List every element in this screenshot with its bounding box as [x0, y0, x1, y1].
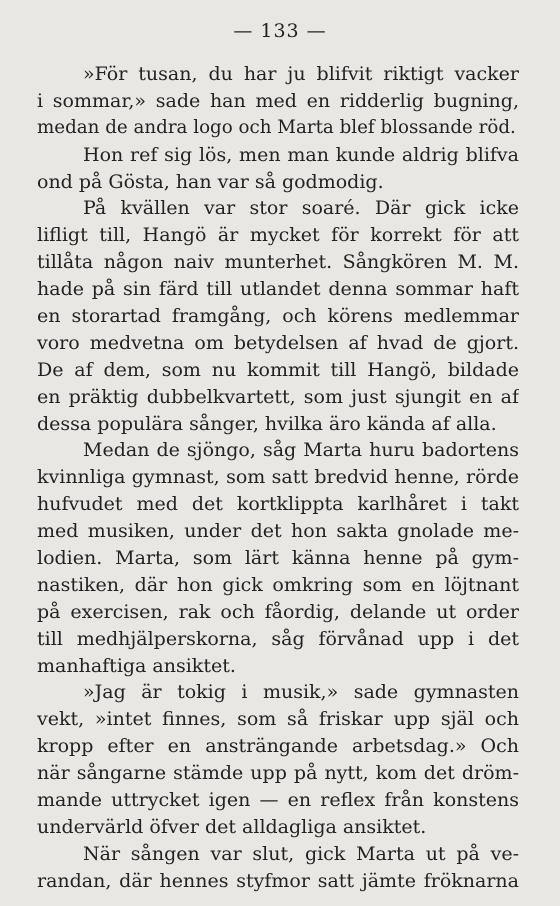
text-line: medan de andra logo och Marta blef blossande röd. [37, 116, 516, 138]
text-line: När sången var slut, gick Marta ut på ve- [83, 842, 519, 865]
text-line: lifligt till, Hangö är mycket för korrekt för att [37, 224, 519, 247]
text-line: i sommar,» sade han med en ridderlig bugning, [37, 89, 519, 112]
text-line: manhaftiga ansiktet. [37, 654, 236, 677]
text-line: »För tusan, du har ju blifvit riktigt vacker [83, 63, 519, 85]
text-line: Medan de sjöngo, såg Marta huru badortens [83, 439, 519, 462]
text-line: nastiken, där hon gick omkring som en löjtnant [37, 573, 519, 596]
text-line: på exercisen, rak och fåordig, delande ut order [37, 600, 519, 623]
page-number: — 133 — [233, 20, 327, 42]
text-line: lodien. Marta, som lärt känna henne på gym- [37, 547, 519, 570]
text-line: ond på Gösta, han var så godmodig. [37, 170, 384, 193]
text-line: en präktig dubbelkvartett, som just sjungit en af [37, 385, 519, 408]
text-line: voro medvetna om betydelsen af hvad de gjort. [37, 331, 519, 354]
text-line: hufvudet med det kortklippta karlhåret i takt [37, 493, 519, 516]
text-line: till medhjälperskorna, såg förvånad upp i det [37, 627, 519, 650]
text-line: dessa populära sånger, hvilka äro kända af alla. [37, 412, 497, 435]
text-line: De af dem, som nu kommit till Hangö, bildade [37, 358, 519, 381]
text-line: en storartad framgång, och körens medlemmar [37, 305, 519, 328]
text-line: Hon ref sig lös, men man kunde aldrig blifva [83, 143, 519, 166]
text-line: vekt, »intet finnes, som så friskar upp själ och [37, 708, 519, 731]
text-line: kvinnliga gymnast, som satt bredvid henne, rörde [37, 466, 519, 489]
body-text [37, 61, 519, 895]
text-line: På kvällen var stor soaré. Där gick icke [83, 197, 519, 220]
text-line: mande uttrycket igen — en reflex från konstens [37, 789, 519, 812]
text-line: kropp efter en ansträngande arbetsdag.» Och [37, 735, 519, 758]
text-line: tillåta någon naiv munterhet. Sångkören M. M. [37, 251, 519, 274]
text-line: randan, där hennes styfmor satt jämte fröknarna [37, 869, 519, 892]
text-line: hade på sin färd till utlandet denna sommar haft [37, 278, 519, 301]
text-line: när sångarne stämde upp på nytt, kom det dröm- [37, 762, 519, 785]
text-line: »Jag är tokig i musik,» sade gymnasten [83, 681, 519, 704]
text-line: undervärld öfver det alldagliga ansiktet. [37, 815, 427, 838]
text-line: med musiken, under det hon sakta gnolade me- [37, 520, 519, 543]
